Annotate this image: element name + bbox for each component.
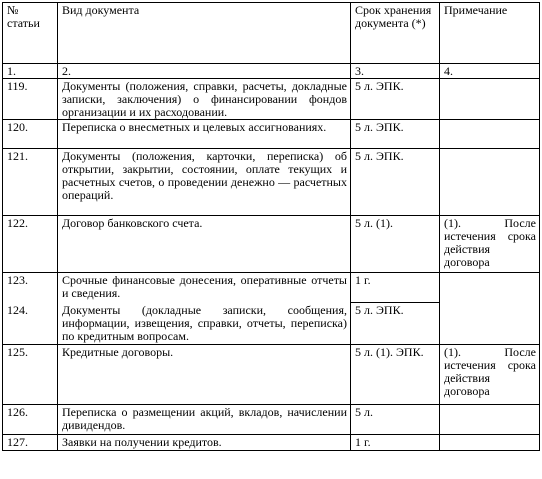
table-row — [3, 405, 540, 435]
index-row — [3, 64, 540, 79]
document-type: Переписка о внесметных и целевых ассигнованиях. — [58, 120, 351, 149]
retention-term: 5 л. ЭПК. — [351, 149, 440, 216]
note — [440, 405, 540, 435]
article-number: 121. — [3, 149, 58, 216]
document-type: Срочные финансовые донесения, оперативные отчеты и сведения. — [58, 273, 351, 303]
note — [440, 273, 540, 303]
retention-term: 5 л. (1). — [351, 216, 440, 273]
retention-table — [2, 2, 540, 451]
note — [440, 79, 540, 120]
article-number: 126. — [3, 405, 58, 435]
table-row — [3, 273, 540, 303]
retention-term: 5 л. ЭПК. — [351, 79, 440, 120]
table-row — [3, 303, 540, 345]
header-num: № статьи — [3, 3, 58, 64]
header-term: Срок хранения документа (*) — [351, 3, 440, 64]
table-row — [3, 120, 540, 149]
note: (1). После истечения срока действия договора — [440, 345, 540, 405]
document-type: Кредитные договоры. — [58, 345, 351, 405]
table-row — [3, 216, 540, 273]
retention-term: 1 г. — [351, 273, 440, 303]
table-row — [3, 345, 540, 405]
note — [440, 435, 540, 451]
article-number: 119. — [3, 79, 58, 120]
document-type: Документы (положения, справки, расчеты, докладные записки, заключения) о финансировании фондов организации и их расходовании. — [58, 79, 351, 120]
index-cell: 3. — [351, 64, 440, 79]
note — [440, 120, 540, 149]
article-number: 124. — [3, 303, 58, 345]
article-number: 120. — [3, 120, 58, 149]
document-type: Переписка о размещении акций, вкладов, начислении дивидендов. — [58, 405, 351, 435]
retention-term: 5 л. ЭПК. — [351, 303, 440, 345]
retention-term: 5 л. — [351, 405, 440, 435]
document-type: Договор банковского счета. — [58, 216, 351, 273]
index-cell: 1. — [3, 64, 58, 79]
index-cell: 2. — [58, 64, 351, 79]
table-row — [3, 149, 540, 216]
article-number: 122. — [3, 216, 58, 273]
table-row — [3, 79, 540, 120]
note — [440, 149, 540, 216]
document-type: Документы (положения, карточки, переписка) об открытии, закрытии, состоянии, оплате текущих и расчетных счетов, о проведении денежно — расчетных операций. — [58, 149, 351, 216]
index-cell: 4. — [440, 64, 540, 79]
article-number: 123. — [3, 273, 58, 303]
document-type: Заявки на получении кредитов. — [58, 435, 351, 451]
article-number: 127. — [3, 435, 58, 451]
retention-term: 5 л. (1). ЭПК. — [351, 345, 440, 405]
retention-term: 1 г. — [351, 435, 440, 451]
retention-term: 5 л. ЭПК. — [351, 120, 440, 149]
article-number: 125. — [3, 345, 58, 405]
note — [440, 303, 540, 345]
document-type: Документы (докладные записки, сообщения, информации, извещения, справки, отчеты, переписка) по кредитным вопросам. — [58, 303, 351, 345]
note: (1). После истечения срока действия договора — [440, 216, 540, 273]
table-row — [3, 435, 540, 451]
header-note: Примечание — [440, 3, 540, 64]
header-type: Вид документа — [58, 3, 351, 64]
header-row — [3, 3, 540, 64]
